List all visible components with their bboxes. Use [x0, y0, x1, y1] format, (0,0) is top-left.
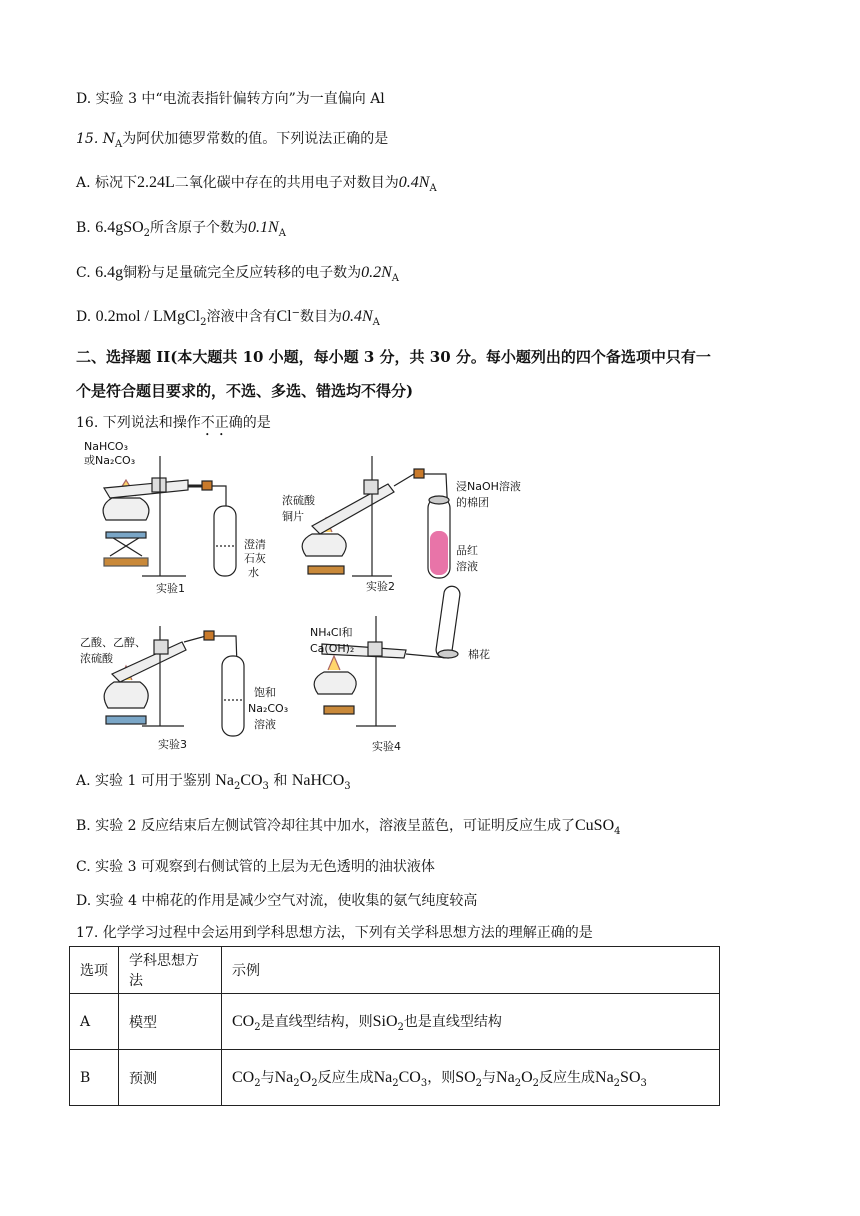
exp1-reagent-label2: 或Na₂CO₃ — [84, 454, 136, 467]
experiment-1-apparatus — [103, 456, 236, 576]
exp3-sol-label3: 溶液 — [254, 718, 276, 731]
row-b-example — [222, 1050, 720, 1106]
q15-c-value: 0.2N — [361, 264, 392, 281]
q15-b-value: 0.1N — [248, 219, 279, 236]
q16-b-sub: 4 — [614, 825, 621, 837]
q14-option-d — [76, 88, 385, 108]
ex-b-1: 2 — [254, 1077, 261, 1089]
q16-emphasis: 不正 — [200, 415, 229, 431]
q14-option-d-text: D. 实验 3 中“电流表指针偏转方向”为一直偏向 Al — [76, 91, 385, 107]
exp3-caption: 实验3 — [158, 738, 187, 751]
q15-option-d — [76, 306, 380, 328]
q16-a-f2: NaHCO — [291, 772, 345, 789]
ex-b-2: 与 — [260, 1069, 275, 1086]
row-a-example — [222, 994, 720, 1050]
exp1-reagent-label1: NaHCO₃ — [84, 440, 128, 453]
q15-d-charge: − — [291, 307, 300, 319]
ex-b-19: 2 — [532, 1077, 540, 1089]
q16-text-c: 确的是 — [228, 415, 271, 431]
q16-b-formula: CuSO — [575, 817, 615, 834]
q17-text: 17. 化学学习过程中会运用到学科思想方法，下列有关学科思想方法的理解正确的是 — [76, 925, 593, 941]
ex-b-18: O — [521, 1068, 533, 1086]
ex-b-11: 3 — [420, 1077, 428, 1089]
ex-b-9: 2 — [392, 1077, 399, 1089]
ex-b-21: Na — [595, 1068, 614, 1086]
q15-stem — [76, 128, 388, 150]
q16-a-f2-sub: 3 — [344, 780, 351, 792]
q15-a-sub: A — [429, 182, 437, 194]
q16-c-text: C. 实验 3 可观察到右侧试管的上层为无色透明的油状液体 — [76, 859, 435, 875]
row-a-method: 模型 — [119, 994, 222, 1050]
ex-b-15: 与 — [482, 1069, 497, 1086]
exp2-sol-label2: 溶液 — [456, 560, 478, 573]
ex-b-4: 2 — [293, 1077, 300, 1089]
q16-option-d — [76, 890, 477, 910]
ex-b-13: SO — [455, 1068, 476, 1086]
exp2-cotton-label1: 浸NaOH溶液 — [456, 480, 521, 493]
q15-d-label: D. — [76, 309, 92, 325]
q15-b-sub: 2 — [143, 227, 151, 239]
method-table — [69, 946, 720, 1106]
section-heading-line1 — [76, 346, 711, 367]
exp2-sol-label1: 品红 — [456, 544, 478, 557]
q15-d-sub: 2 — [200, 316, 207, 328]
section-heading-text1: 二、选择题 II(本大题共 10 小题，每小题 3 分，共 30 分。每小题列出的四个备选项中只有一 — [76, 348, 711, 366]
experiment-figure — [76, 436, 616, 758]
q16-a-f1b: CO — [240, 772, 263, 789]
exp3-reagent-label2: 浓硫酸 — [80, 652, 113, 665]
ex-b-24: 3 — [640, 1077, 647, 1089]
exp1-tube-label2: 石灰 — [244, 552, 266, 565]
ex-b-22: 2 — [613, 1077, 621, 1089]
q15-c-mass: 6.4g — [95, 264, 124, 281]
ex-a-5: 也是直线型结构 — [403, 1013, 502, 1030]
exp4-reagent-label1: NH₄Cl和 — [310, 626, 353, 639]
q16-text-a: 16. 下列说法和操作 — [76, 415, 201, 431]
exp4-cotton-label: 棉花 — [468, 648, 490, 661]
header-method: 学科思想方法 — [119, 947, 222, 994]
q15-b-label: B. — [76, 220, 91, 236]
ex-b-12: ，则 — [427, 1069, 456, 1086]
table-row — [70, 994, 720, 1050]
q15-option-b — [76, 217, 286, 239]
ex-b-3: Na — [274, 1068, 294, 1086]
ex-a-0: CO — [232, 1012, 255, 1030]
q15-d-formula: 0.2mol / LMgCl — [95, 308, 201, 325]
q17-stem — [76, 922, 593, 942]
q16-stem — [76, 412, 271, 439]
ex-b-10: CO — [398, 1068, 421, 1086]
ex-b-14: 2 — [475, 1077, 483, 1089]
q16-option-a — [76, 770, 351, 792]
q15-d-text: 溶液中含有 — [206, 309, 277, 325]
ex-a-1: 2 — [254, 1021, 261, 1033]
exp3-sol-label2: Na₂CO₃ — [248, 702, 289, 715]
ex-b-0: CO — [232, 1068, 255, 1086]
q15-c-text: 铜粉与足量硫完全反应转移的电子数为 — [123, 265, 362, 281]
table-header-row — [70, 947, 720, 994]
exp2-caption: 实验2 — [366, 580, 395, 593]
exp2-acid-label: 浓硫酸 — [282, 494, 315, 507]
ex-b-5: O — [299, 1068, 312, 1086]
ex-b-20: 反应生成 — [539, 1069, 596, 1086]
q16-a-f1: Na — [215, 772, 234, 789]
row-b-method: 预测 — [119, 1050, 222, 1106]
q15-d-ion: Cl — [276, 308, 292, 325]
q16-option-c — [76, 856, 435, 876]
q15-b-formula: 6.4gSO — [95, 219, 144, 236]
ex-b-16: Na — [496, 1068, 515, 1086]
experiment-4-apparatus — [314, 585, 461, 726]
q15-subscript: A — [114, 138, 123, 150]
exp3-reagent-label1: 乙酸、乙醇、 — [80, 636, 146, 649]
row-b-option: B — [70, 1050, 119, 1106]
q16-option-b — [76, 815, 621, 837]
exp2-cotton-label2: 的棉团 — [456, 496, 489, 509]
q16-a-and: 和 — [273, 773, 288, 789]
q15-a-label: A. 标况下 — [76, 175, 138, 191]
q15-a-value: 0.4N — [398, 174, 430, 191]
ex-b-23: SO — [620, 1068, 641, 1086]
ex-b-6: 2 — [311, 1077, 318, 1089]
q15-d-value: 0.4N — [341, 308, 373, 325]
q15-number: 15. N — [76, 131, 115, 147]
q16-a-f1b-sub: 3 — [262, 780, 269, 792]
q15-a-text: 二氧化碳中存在的共用电子对数目为 — [174, 175, 399, 191]
exp1-tube-label3: 水 — [248, 566, 259, 579]
ex-b-17: 2 — [514, 1077, 522, 1089]
q15-d-sub2: A — [372, 316, 380, 328]
header-example: 示例 — [222, 947, 720, 994]
exp1-tube-label1: 澄清 — [244, 538, 266, 551]
header-option: 选项 — [70, 947, 119, 994]
ex-a-2: 是直线型结构，则 — [260, 1013, 373, 1030]
q15-c-sub: A — [391, 272, 400, 284]
q16-d-text: D. 实验 4 中棉花的作用是减少空气对流，使收集的氨气纯度较高 — [76, 893, 478, 909]
exp1-caption: 实验1 — [156, 582, 185, 595]
exp4-caption: 实验4 — [372, 740, 401, 753]
q15-c-label: C. — [76, 265, 91, 281]
q15-b-sub2: A — [278, 227, 286, 239]
table-row — [70, 1050, 720, 1106]
q16-a-text: A. 实验 1 可用于鉴别 — [76, 773, 211, 789]
ex-b-7: 反应生成 — [317, 1069, 374, 1086]
exp2-cu-label: 铜片 — [282, 510, 304, 523]
q15-b-text: 所含原子个数为 — [150, 220, 249, 236]
q15-d-text2: 数目为 — [299, 309, 342, 325]
section-heading-line2 — [76, 380, 413, 401]
q15-a-volume: 2.24L — [137, 174, 175, 191]
exp4-reagent-label2: Ca(OH)₂ — [310, 642, 355, 655]
q15-text: 为阿伏加德罗常数的值。下列说法正确的是 — [122, 131, 389, 147]
experiment-2-apparatus — [302, 456, 450, 578]
section-heading-text2: 个是符合题目要求的，不选、多选、错选均不得分) — [76, 382, 414, 400]
ex-a-3: SiO — [372, 1012, 398, 1030]
q16-a-f1-sub: 2 — [233, 780, 241, 792]
ex-a-4: 2 — [397, 1021, 404, 1033]
ex-b-8: Na — [373, 1068, 393, 1086]
q15-option-a — [76, 172, 437, 194]
q15-option-c — [76, 262, 399, 284]
exp3-sol-label1: 饱和 — [254, 686, 276, 699]
row-a-option: A — [70, 994, 119, 1050]
q16-b-text: B. 实验 2 反应结束后左侧试管冷却往其中加水，溶液呈蓝色，可证明反应生成了 — [76, 818, 575, 834]
